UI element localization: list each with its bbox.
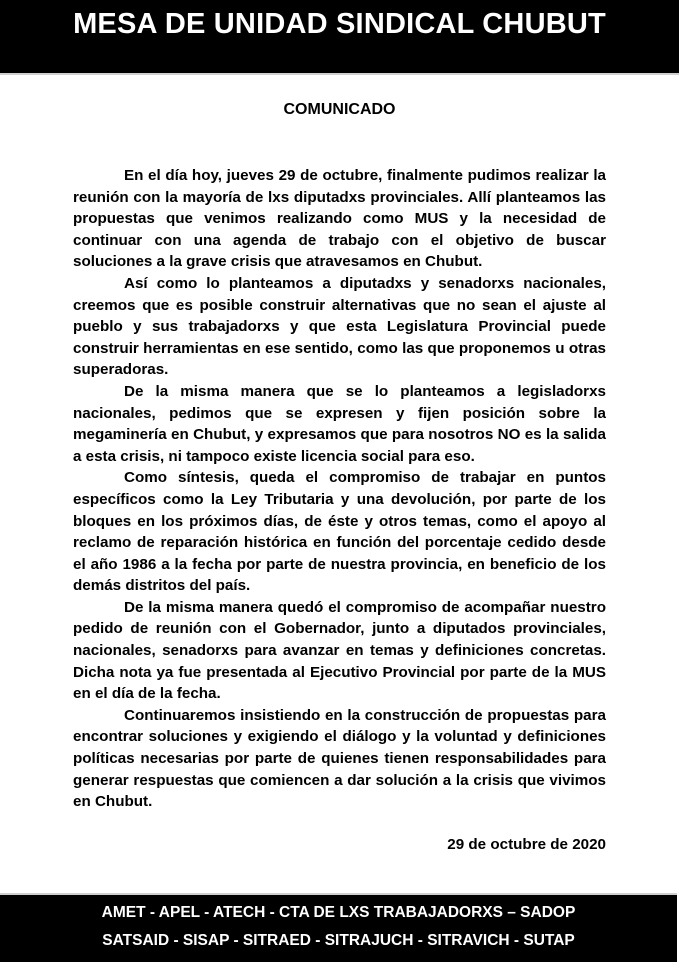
document-body: [73, 165, 606, 813]
header-title: MESA DE UNIDAD SINDICAL CHUBUT: [73, 8, 606, 40]
paragraph: De la misma manera quedó el compromiso de acompañar nuestro pedido de reunión con el Gobernador, junto a diputados provinciales, nacionales, senadorxs para avanzar en temas y definiciones concretas. Dicha nota ya fue presentada al Ejecutivo Provincial por parte de la MUS en el día de la fecha.: [73, 598, 606, 703]
paragraph: Continuaremos insistiendo en la construcción de propuestas para encontrar soluciones y exigiendo el diálogo y la voluntad y definiciones políticas necesarias por parte de quienes tienen responsabilidades para generar respuestas que comiencen a dar solución a la crisis que vivimos en Chubut.: [73, 706, 606, 811]
document-date: 29 de octubre de 2020: [447, 836, 606, 853]
paragraph: En el día hoy, jueves 29 de octubre, finalmente pudimos realizar la reunión con la mayoría de lxs diputadxs provinciales. Allí planteamos las propuestas que venimos realizando como MUS y la necesidad de continuar con una agenda de trabajo con el objetivo de buscar soluciones a la grave crisis que atravesamos en Chubut.: [73, 167, 606, 271]
document-heading: COMUNICADO: [283, 101, 396, 118]
paragraph: Como síntesis, queda el compromiso de trabajar en puntos específicos como la Ley Tributaria y una devolución, por parte de los bloques en los próximos días, de éste y otros temas, como el apoyo al reclamo de reparación histórica en función del porcentaje cedido desde el año 1986 a la fecha por parte de nuestra provincia, en beneficio de los demás distritos del país.: [73, 469, 606, 595]
paragraph: Así como lo planteamos a diputadxs y senadorxs nacionales, creemos que es posible construir alternativas que no sean el ajuste al pueblo y sus trabajadorxs y que esta Legislatura Provincial puede construir herramientas en ese sentido, como las que proponemos u otras superadoras.: [73, 274, 606, 379]
footer-unions-line-2: SATSAID - SISAP - SITRAED - SITRAJUCH - SITRAVICH - SUTAP: [102, 932, 575, 949]
footer-unions-line-1: AMET - APEL - ATECH - CTA DE LXS TRABAJADORXS – SADOP: [101, 904, 576, 921]
footer-bar: [0, 893, 677, 962]
paragraph: De la misma manera que se lo planteamos a legisladorxs nacionales, pedimos que se expresen y fijen posición sobre la megaminería en Chubut, y expresamos que para nosotros NO es la salida a esta crisis, ni tampoco existe licencia social para eso.: [73, 382, 606, 465]
header-bar: [0, 0, 679, 75]
